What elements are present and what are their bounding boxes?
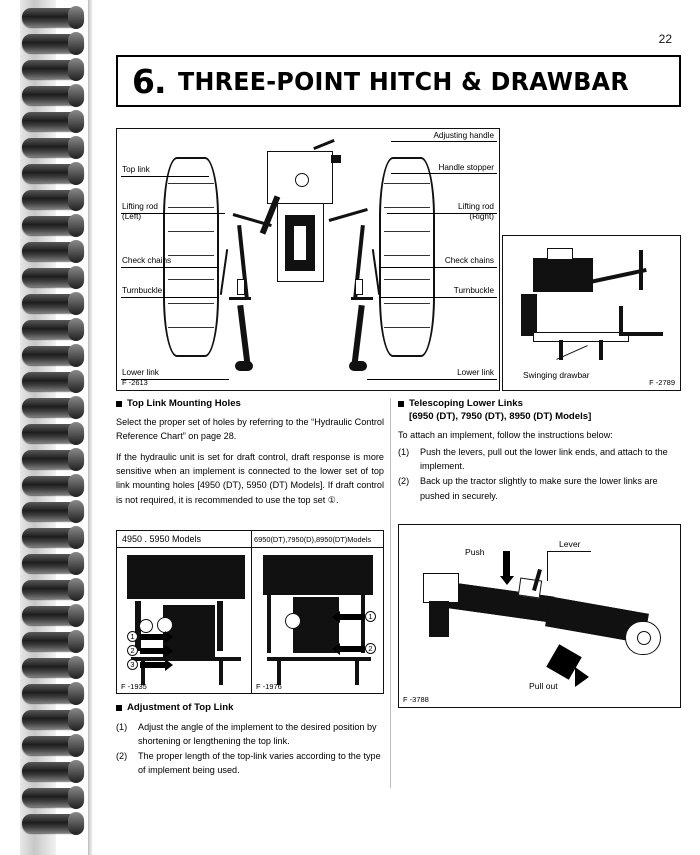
- list-item-number: (1): [398, 447, 410, 458]
- spiral-coil: [22, 138, 84, 157]
- spiral-coil: [22, 164, 84, 183]
- list-item-text: Push the levers, pull out the lower link ends, and attach to the implement.: [420, 447, 668, 472]
- spiral-coil: [22, 112, 84, 131]
- spiral-coil: [22, 346, 84, 365]
- panel-divider: [251, 531, 252, 693]
- callout-circle-3-left: 3: [127, 659, 138, 670]
- figure-number-holes-left: F -1935: [121, 682, 147, 691]
- list-item-number: (2): [398, 476, 410, 487]
- figure-number-drawbar: F -2789: [649, 378, 675, 387]
- tractor-rear-tire-right: [379, 157, 435, 357]
- callout-handle-stopper: Handle stopper: [438, 163, 494, 172]
- spiral-coil: [22, 8, 84, 27]
- label-pull-out: Pull out: [529, 681, 558, 691]
- arrow-push: [503, 551, 510, 577]
- arrow-1-right: [339, 614, 365, 620]
- tractor-rear-tire-left: [163, 157, 219, 357]
- panel-title-left: 4950 . 5950 Models: [117, 531, 251, 548]
- spiral-coil: [22, 684, 84, 703]
- column-divider: [390, 398, 391, 788]
- spiral-coil: [22, 632, 84, 651]
- top-link-paragraph-1: Select the proper set of holes by referring to the “Hydraulic Control Reference Chart” on page 28.: [116, 416, 384, 442]
- figure-number-push: F -3788: [403, 695, 429, 704]
- spiral-coil: [22, 294, 84, 313]
- callout-swinging-drawbar: Swinging drawbar: [523, 370, 590, 380]
- callout-lifting-rod-left-line2: (Left): [122, 212, 142, 221]
- callout-check-chains-left: Check chains: [122, 256, 172, 265]
- spiral-coil: [22, 34, 84, 53]
- arrow-2-left: [140, 648, 166, 654]
- spiral-coil: [22, 398, 84, 417]
- callout-circle-1-right: 1: [365, 611, 376, 622]
- chapter-number: 6.: [132, 61, 166, 101]
- spiral-binding: [0, 0, 92, 855]
- callout-lifting-rod-left-line1: Lifting rod: [122, 202, 158, 211]
- list-item: [398, 445, 681, 473]
- spiral-coil: [22, 424, 84, 443]
- adjustment-list: [116, 720, 384, 777]
- spiral-coil: [22, 320, 84, 339]
- telescoping-heading-line2: [6950 (DT), 7950 (DT), 8950 (DT) Models]: [409, 410, 592, 422]
- spiral-coil: [22, 814, 84, 833]
- page-title: THREE-POINT HITCH & DRAWBAR: [177, 66, 629, 96]
- callout-lower-link-left: Lower link: [122, 368, 159, 377]
- section-heading-label: Adjustment of Top Link: [127, 702, 234, 713]
- spiral-coil: [22, 710, 84, 729]
- section-adjustment-of-top-link: [116, 702, 384, 778]
- spiral-coil: [22, 372, 84, 391]
- bullet-square-icon: [116, 705, 122, 711]
- page-sheet: [93, 0, 700, 855]
- callout-turnbuckle-right: Turnbuckle: [453, 286, 494, 295]
- callout-lower-link-right: Lower link: [457, 368, 494, 377]
- figure-top-link-mounting-holes: [116, 530, 384, 694]
- figure-number-holes-right: F -1976: [256, 682, 282, 691]
- callout-adjusting-handle: Adjusting handle: [433, 131, 494, 140]
- section-heading-adjustment: [116, 702, 384, 715]
- top-link-paragraph-2: If the hydraulic unit is set for draft control, draft response is more sensitive when an implement is connected to the lower set of top link mounting holes [4950 (DT), 5950 (DT) Models]. If draft control is not required, it is recommended to use the top set ①.: [116, 451, 384, 505]
- callout-lifting-rod-right-line1: Lifting rod: [458, 202, 494, 211]
- spiral-coil: [22, 762, 84, 781]
- chapter-title-box: [116, 55, 681, 107]
- callout-turnbuckle-left: Turnbuckle: [122, 286, 163, 295]
- arrow-3-left: [140, 662, 166, 668]
- callout-circle-2-right: 2: [365, 643, 376, 654]
- list-item: [116, 749, 384, 777]
- list-item-text: Adjust the angle of the implement to the desired position by shortening or lengthening the top link.: [138, 721, 377, 747]
- spiral-coil: [22, 60, 84, 79]
- figure-number-main: F -2613: [122, 378, 148, 387]
- spiral-coil: [22, 580, 84, 599]
- spiral-coil: [22, 190, 84, 209]
- list-item-text: Back up the tractor slightly to make sure the lower links are pushed in securely.: [420, 476, 658, 501]
- page-number: 22: [658, 32, 672, 46]
- figure-three-point-hitch: [116, 128, 500, 391]
- spiral-coil: [22, 242, 84, 261]
- callout-top-link: Top link: [122, 165, 150, 174]
- spiral-coil: [22, 554, 84, 573]
- arrow-pull-out-head: [575, 667, 589, 687]
- bullet-square-icon: [116, 401, 122, 407]
- list-item-number: (2): [116, 751, 128, 762]
- spiral-coil: [22, 736, 84, 755]
- arrow-1-left: [140, 634, 166, 640]
- telescoping-list: [398, 445, 681, 502]
- label-push: Push: [465, 547, 485, 557]
- panel-title-right: 6950(DT),7950(D),8950(DT)Models: [252, 531, 383, 548]
- section-heading-top-link-mounting-holes: [116, 398, 384, 411]
- callout-lifting-rod-right-line2: (Right): [469, 212, 494, 221]
- figure-swinging-drawbar: [502, 235, 681, 391]
- list-item: [398, 474, 681, 502]
- spiral-coil: [22, 658, 84, 677]
- left-column: [116, 398, 384, 507]
- section-heading-label: Top Link Mounting Holes: [127, 398, 241, 409]
- spiral-coil: [22, 268, 84, 287]
- callout-check-chains-right: Check chains: [444, 256, 494, 265]
- list-item-text: The proper length of the top-link varies according to the type of implement being used.: [138, 751, 381, 776]
- label-lever: Lever: [559, 539, 581, 549]
- spiral-coil: [22, 502, 84, 521]
- spiral-coil: [22, 788, 84, 807]
- telescoping-heading-line1: Telescoping Lower Links: [409, 398, 523, 409]
- list-item-number: (1): [116, 721, 128, 732]
- telescoping-intro: To attach an implement, follow the instructions below:: [398, 429, 613, 440]
- list-item: [116, 720, 384, 748]
- spiral-coil: [22, 476, 84, 495]
- section-heading-telescoping-lower-links: [398, 398, 681, 424]
- callout-circle-1-left: 1: [127, 631, 138, 642]
- spiral-coil: [22, 86, 84, 105]
- arrow-2-right: [339, 646, 365, 652]
- spiral-coil: [22, 606, 84, 625]
- figure-telescoping-lower-link: [398, 524, 681, 708]
- spiral-coil: [22, 216, 84, 235]
- spiral-coil: [22, 450, 84, 469]
- bullet-square-icon: [398, 401, 404, 407]
- spiral-coil: [22, 528, 84, 547]
- callout-circle-2-left: 2: [127, 645, 138, 656]
- right-column: [398, 398, 681, 504]
